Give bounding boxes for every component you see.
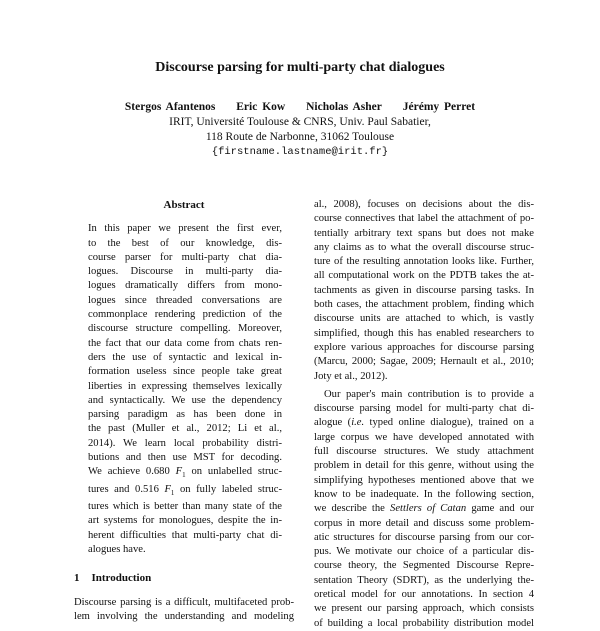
text-line: tures which is better than many state of the: [88, 501, 282, 513]
text-line: oretical model for our annotations. In section 4: [314, 589, 534, 601]
author-email: {firstname.lastname@irit.fr}: [211, 146, 389, 158]
text-line: full discourse structures. We study attachment: [314, 446, 534, 458]
text-line: of building a local probability distribution model: [314, 617, 534, 629]
text-line: (Marcu, 2000; Sagae, 2009; Hernault et al., 2010;: [314, 356, 534, 368]
text-line: sentation Theory (SDRT), as the underlying the-: [314, 574, 534, 586]
text-line: commonplace rendering prediction of the: [88, 309, 282, 321]
affiliation-line-1: IRIT, Université Toulouse & CNRS, Univ. Paul Sabatier,: [169, 116, 431, 128]
text-line: alogue (i.e. typed online dialogue), trained on a: [314, 417, 534, 429]
author-name: Nicholas Asher: [306, 101, 382, 113]
text-line: 2014). We learn local probability distri-: [88, 437, 282, 449]
paper-title: Discourse parsing for multi-party chat dialogues: [155, 60, 445, 75]
text-line: we present our parsing approach, which consists: [314, 603, 534, 615]
text-line: parsing paradigm as has been done in: [88, 409, 282, 421]
affiliation-line-2: 118 Route de Narbonne, 31062 Toulouse: [205, 131, 395, 143]
section-number: 1: [74, 572, 80, 585]
author-names: [0, 100, 600, 115]
abstract-text: [88, 222, 282, 557]
text-line: the fact that our data come from chats ren-: [88, 337, 282, 349]
text-line: In this paper we present the first ever,: [88, 223, 282, 235]
text-line: tures and 0.516 $F_1$ on fully labeled struc-: [88, 483, 283, 497]
text-line: discourse structure compelling. Moreover,: [88, 323, 282, 335]
text-line: any claims as to what the overall discourse struc-: [314, 241, 534, 253]
right-column: [314, 198, 534, 631]
text-line: both cases, the attachment problem, finding which: [314, 299, 534, 311]
text-line: liberties in expressing themselves lexically: [88, 380, 282, 392]
text-line: atic structures for discourse parsing from our cor-: [314, 531, 534, 543]
text-line: problem in detail for this genre, without using the: [314, 460, 534, 472]
text-line: discourse parsing model for multi-party chat di-: [314, 403, 534, 415]
text-line: simplified, though this has enabled researchers to: [314, 327, 534, 339]
author-name: Eric Kow: [236, 101, 286, 113]
text-line: ture of the resulting annotation looks like. Further,: [314, 256, 534, 268]
text-line: pus. We motivate our choice of a particular dis-: [314, 546, 534, 558]
text-line: alogues have.: [88, 544, 146, 556]
text-line: tachments as given in discourse parsing tasks. In: [314, 284, 534, 296]
text-line: formation useless since people take great: [88, 366, 282, 378]
text-line: Our paper's main contribution is to provide a: [324, 388, 534, 400]
text-line: lem involving the understanding and modeling: [74, 610, 294, 622]
text-line: Joty et al., 2012).: [314, 370, 388, 382]
text-line: logues dramatically differs from mono-: [88, 280, 282, 292]
text-line: We achieve 0.680 $F_1$ on unlabelled struc-: [88, 466, 282, 480]
text-line: to the best of our knowledge, dis-: [88, 237, 282, 249]
text-line: butions and then use MST for decoding.: [88, 452, 282, 464]
text-line: simplifying hypotheses mentioned above that we: [314, 474, 534, 486]
author-name: Jérémy Perret: [402, 101, 476, 113]
text-line: Discourse parsing is a difficult, multifaceted prob-: [74, 596, 294, 608]
text-line: course connectives that label the attachment of po-: [314, 213, 534, 225]
text-line: tentially arbitrary text spans but does not make: [314, 227, 534, 239]
text-line: al., 2008), focuses on decisions about the dis-: [314, 199, 534, 210]
right-paragraph-2: [314, 388, 534, 631]
right-paragraph-1: [314, 198, 534, 384]
text-line: we describe the Settlers of Catan game and our: [314, 503, 534, 515]
text-line: logues. Discourse in multi-party dia-: [88, 266, 282, 278]
text-line: course theory, the Segmented Discourse Repre-: [314, 560, 534, 572]
text-line: ders the use of syntactic and lexical in-: [88, 351, 282, 363]
text-line: art systems for monologues, despite the in-: [88, 515, 282, 527]
text-line: large corpus we have developed annotated with: [314, 431, 534, 443]
text-line: discourse units are attached to which, is vastly: [314, 313, 534, 325]
text-line: know to be inadequate. In the following section,: [314, 488, 534, 500]
text-line: explore various approaches for discourse parsing: [314, 341, 534, 353]
text-line: the past (Muller et al., 2012; Li et al.,: [88, 423, 282, 435]
text-line: all computational work on the PDTB takes the at-: [314, 270, 534, 282]
text-line: logues since threaded conversations are: [88, 294, 282, 306]
author-block: [0, 100, 600, 160]
text-line: course parser for multi-party chat dia-: [88, 251, 282, 263]
abstract-heading: Abstract: [163, 199, 205, 211]
text-line: herent difficulties that multi-party chat di-: [88, 529, 282, 541]
text-line: corpus in more detail and discuss some problem-: [314, 517, 534, 529]
section-title: Introduction: [91, 572, 152, 585]
author-name: Stergos Afantenos: [124, 101, 216, 113]
text-line: and syntactically. We use the dependency: [88, 394, 282, 406]
left-column: [74, 198, 294, 624]
section-heading-introduction: [74, 571, 294, 585]
